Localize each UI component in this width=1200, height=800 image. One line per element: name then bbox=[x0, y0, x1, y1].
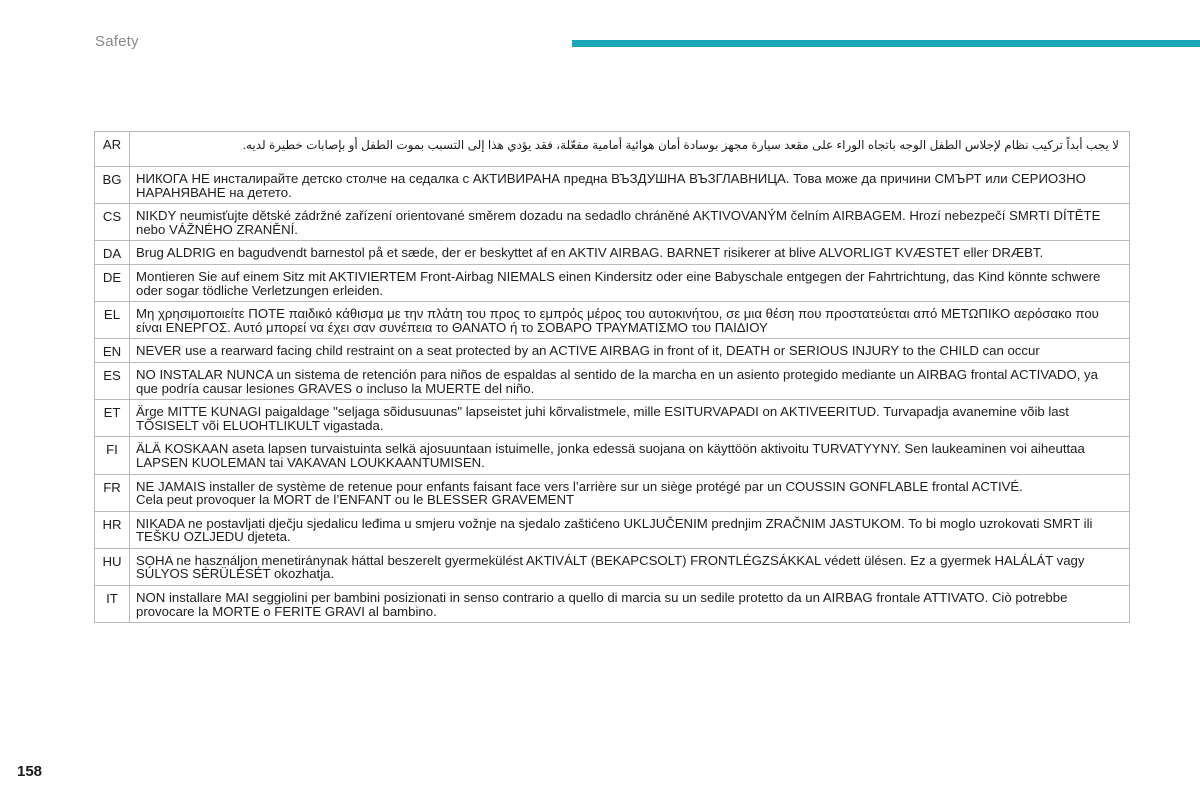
language-code: AR bbox=[95, 132, 130, 167]
warning-text: NIKDY neumisťujte dětské zádržné zařízení orientované směrem dozadu na sedadlo chráněné AKTIVOVANÝM čelním AIRBAGEM. Hrozí nebezpečí SMRTI DÍTĚTE nebo VÁŽNÉHO ZRANĚNÍ. bbox=[130, 204, 1130, 241]
language-code: IT bbox=[95, 586, 130, 623]
warning-row-en bbox=[95, 339, 1130, 363]
page-number: 158 bbox=[17, 763, 43, 780]
warning-row-et bbox=[95, 400, 1130, 437]
language-code: CS bbox=[95, 204, 130, 241]
language-code: FI bbox=[95, 437, 130, 474]
warning-text: Ärge MITTE KUNAGI paigaldage "seljaga sõidusuunas" lapseistet juhi kõrvalistmele, mille ESITURVAPADI on AKTIVEERITUD. Turvapadja avanemine võib last TÕSISELT või ELUOHTLIKULT vigastada. bbox=[130, 400, 1130, 437]
warning-text: NON installare MAI seggiolini per bambini posizionati in senso contrario a quello di marcia su un sedile protetto da un AIRBAG frontale ATTIVATO. Ciò potrebbe provocare la MORTE o FERITE GRAVI al bambino. bbox=[130, 586, 1130, 623]
warning-row-fr bbox=[95, 474, 1130, 511]
airbag-warning-table bbox=[94, 131, 1130, 623]
warning-row-es bbox=[95, 362, 1130, 399]
warning-text: Montieren Sie auf einem Sitz mit AKTIVIERTEM Front-Airbag NIEMALS einen Kindersitz oder eine Babyschale entgegen der Fahrtrichtung, das Kind könnte schwere oder sogar tödliche Verletzungen erleiden. bbox=[130, 264, 1130, 301]
language-code: BG bbox=[95, 167, 130, 204]
warning-row-ar bbox=[95, 132, 1130, 167]
language-code: ET bbox=[95, 400, 130, 437]
warning-row-de bbox=[95, 264, 1130, 301]
language-code: DE bbox=[95, 264, 130, 301]
warning-text: НИКОГА НЕ инсталирайте детско столче на седалка с АКТИВИРАНА предна ВЪЗДУШНА ВЪЗГЛАВНИЦА. Това може да причини СМЪРТ или СЕРИОЗНО НАРАНЯВАНЕ на детето. bbox=[130, 167, 1130, 204]
warning-text: Brug ALDRIG en bagudvendt barnestol på et sæde, der er beskyttet af en AKTIV AIRBAG. BARNET risikerer at blive ALVORLIGT KVÆSTET eller DRÆBT. bbox=[130, 241, 1130, 265]
warning-row-hu bbox=[95, 548, 1130, 585]
language-code: EN bbox=[95, 339, 130, 363]
language-code: HR bbox=[95, 511, 130, 548]
warning-row-el bbox=[95, 302, 1130, 339]
language-code: DA bbox=[95, 241, 130, 265]
warning-row-bg bbox=[95, 167, 1130, 204]
warning-text: SOHA ne használjon menetiránynak háttal beszerelt gyermekülést AKTIVÁLT (BEKAPCSOLT) FRONTLÉGZSÁKKAL védett ülésen. Ez a gyermek HALÁLÁT vagy SÚLYOS SÉRÜLÉSÉT okozhatja. bbox=[130, 548, 1130, 585]
warning-text: NE JAMAIS installer de système de retenue pour enfants faisant face vers l’arrière sur un siège protégé par un COUSSIN GONFLABLE frontal ACTIVÉ. Cela peut provoquer la MORT de l’ENFANT ou le BLESSER GRAVEMENT bbox=[130, 474, 1130, 511]
language-code: HU bbox=[95, 548, 130, 585]
warning-row-fi bbox=[95, 437, 1130, 474]
section-title: Safety bbox=[95, 33, 139, 50]
warning-text: NIKADA ne postavljati dječju sjedalicu leđima u smjeru vožnje na sjedalo zaštićeno UKLJUČENIM prednjim ZRAČNIM JASTUKOM. To bi moglo uzrokovati SMRT ili TEŠKU OZLJEDU djeteta. bbox=[130, 511, 1130, 548]
language-code: FR bbox=[95, 474, 130, 511]
warning-row-da bbox=[95, 241, 1130, 265]
warning-text: Μη χρησιμοποιείτε ΠΟΤΕ παιδικό κάθισμα με την πλάτη του προς το εμπρός μέρος του αυτοκινήτου, σε μια θέση που προστατεύεται από ΜΕΤΩΠΙΚΟ αερόσακο που είναι ΕΝΕΡΓΟΣ. Αυτό μπορεί να έχει σαν συνέπεια το ΘΑΝΑΤΟ ή το ΣΟΒΑΡΟ ΤΡΑΥΜΑΤΙΣΜΟ του ΠΑΙΔΙΟΥ bbox=[130, 302, 1130, 339]
warning-text: NO INSTALAR NUNCA un sistema de retención para niños de espaldas al sentido de la marcha en un asiento protegido mediante un AIRBAG frontal ACTIVADO, ya que podría causar lesiones GRAVES o incluso la MUERTE del niño. bbox=[130, 362, 1130, 399]
warning-row-cs bbox=[95, 204, 1130, 241]
language-code: ES bbox=[95, 362, 130, 399]
warning-text: لا يجب أبداً تركيب نظام لإجلاس الطفل الوجه باتجاه الوراء على مقعد سيارة مجهز بوسادة أمان هوائية أمامية مفعّلة، فقد يؤدي هذا إلى التسبب بموت الطفل أو بإصابات خطيرة لديه. bbox=[130, 132, 1130, 167]
header-accent-bar bbox=[572, 40, 1200, 47]
warning-row-hr bbox=[95, 511, 1130, 548]
language-code: EL bbox=[95, 302, 130, 339]
warning-row-it bbox=[95, 586, 1130, 623]
warning-text: ÄLÄ KOSKAAN aseta lapsen turvaistuinta selkä ajosuuntaan istuimelle, jonka edessä suojana on käyttöön aktivoitu TURVATYYNY. Sen laukeaminen voi aiheuttaa LAPSEN KUOLEMAN tai VAKAVAN LOUKKAANTUMISEN. bbox=[130, 437, 1130, 474]
warning-text: NEVER use a rearward facing child restraint on a seat protected by an ACTIVE AIRBAG in front of it, DEATH or SERIOUS INJURY to the CHILD can occur bbox=[130, 339, 1130, 363]
